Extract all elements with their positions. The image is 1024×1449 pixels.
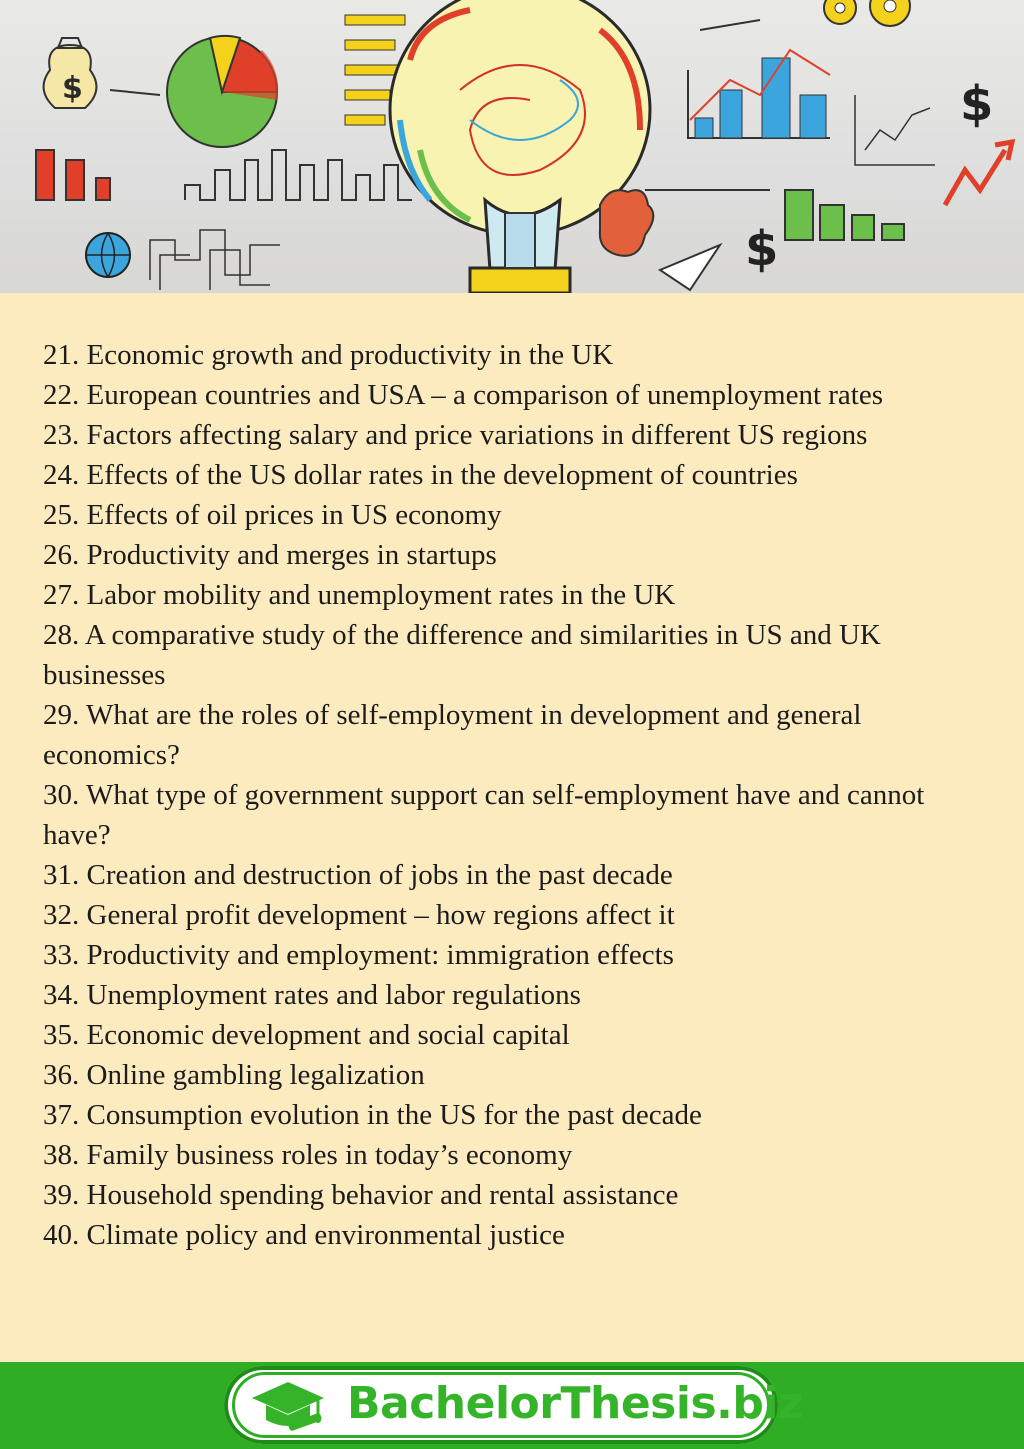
list-item: 38. Family business roles in today’s economy xyxy=(43,1139,573,1171)
svg-text:$: $ xyxy=(62,71,83,106)
list-item: 30. What type of government support can self-employment have and cannot have? xyxy=(43,779,925,851)
list-item: 35. Economic development and social capital xyxy=(43,1019,570,1051)
list-item: 22. European countries and USA – a comparison of unemployment rates xyxy=(43,379,883,411)
list-item: 34. Unemployment rates and labor regulations xyxy=(43,979,581,1011)
list-item: 36. Online gambling legalization xyxy=(43,1059,425,1091)
money-bag-icon xyxy=(44,38,97,108)
list-item: 26. Productivity and merges in startups xyxy=(43,539,497,571)
brand-name: BachelorThesis.biz xyxy=(347,1378,804,1429)
list-item: 40. Climate policy and environmental justice xyxy=(43,1219,565,1251)
paper-plane-icon xyxy=(660,245,720,290)
list-item: 25. Effects of oil prices in US economy xyxy=(43,499,502,531)
graduation-cap-icon xyxy=(248,1378,328,1434)
list-item: 33. Productivity and employment: immigration effects xyxy=(43,939,674,971)
list-item: 32. General profit development – how regions affect it xyxy=(43,899,675,931)
arrow-up-chart-icon xyxy=(945,142,1012,205)
list-item: 28. A comparative study of the difference and similarities in US and UK businesses xyxy=(43,619,881,691)
pie-chart-icon xyxy=(167,36,278,147)
list-item: 39. Household spending behavior and rental assistance xyxy=(43,1179,679,1211)
svg-text:$: $ xyxy=(960,76,994,132)
circuit-icon xyxy=(150,230,280,290)
coin-stack-icon xyxy=(785,190,904,240)
bar-chart-icon xyxy=(688,50,830,138)
list-item: 29. What are the roles of self-employment in development and general economics? xyxy=(43,699,862,771)
hero-illustration xyxy=(0,0,1024,293)
list-item: 24. Effects of the US dollar rates in the development of countries xyxy=(43,459,798,491)
list-item: 27. Labor mobility and unemployment rates in the UK xyxy=(43,579,676,611)
gear-icon xyxy=(824,0,910,26)
brain-icon xyxy=(600,190,654,256)
topics-list xyxy=(43,335,993,1255)
list-item: 31. Creation and destruction of jobs in the past decade xyxy=(43,859,673,891)
svg-text:$: $ xyxy=(745,221,779,277)
cylinder-chart-icon xyxy=(36,150,110,200)
list-item: 23. Factors affecting salary and price variations in different US regions xyxy=(43,419,868,451)
hero-sketch xyxy=(0,0,1024,293)
list-item: 21. Economic growth and productivity in the UK xyxy=(43,339,614,371)
bar-sketch-icon xyxy=(185,150,412,200)
globe-icon xyxy=(86,233,130,277)
scatter-sketch-icon xyxy=(855,95,935,165)
list-item: 37. Consumption evolution in the US for the past decade xyxy=(43,1099,702,1131)
